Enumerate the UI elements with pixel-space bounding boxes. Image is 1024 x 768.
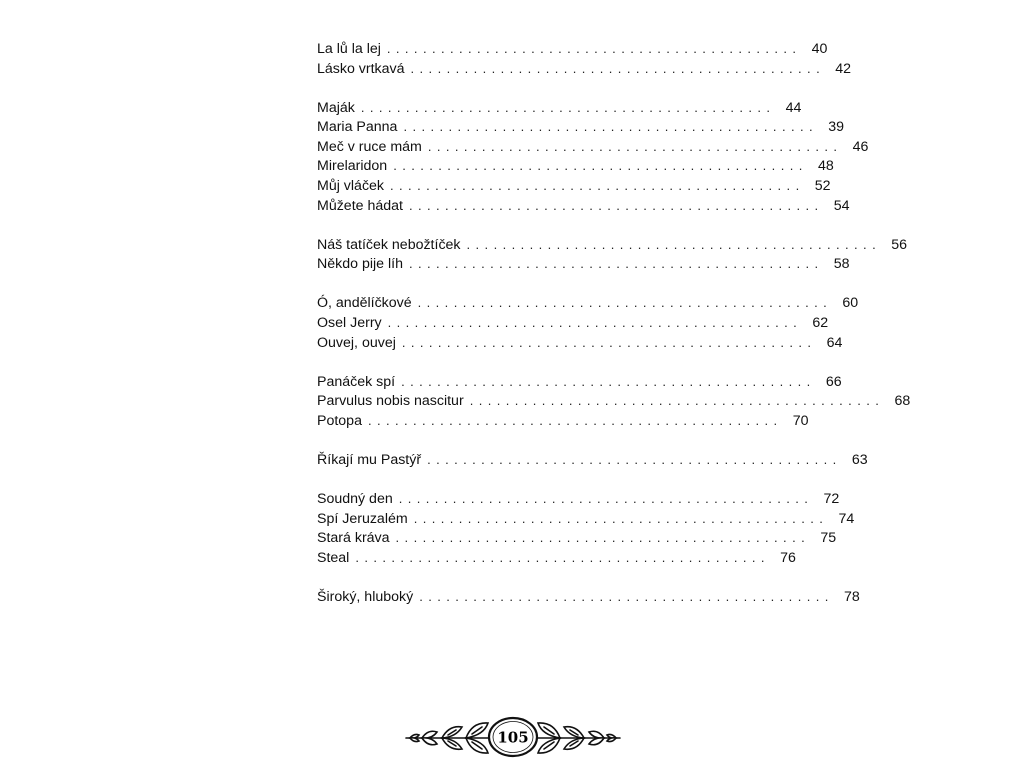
toc-entry xyxy=(317,59,852,79)
toc-entry-page: 44 xyxy=(785,99,802,116)
dot-leader: .............................................. xyxy=(401,334,817,350)
page-number: 105 xyxy=(497,728,529,747)
toc-entry-title: Steal xyxy=(317,549,350,566)
toc-entry-page: 68 xyxy=(894,393,911,410)
toc-entry-page: 62 xyxy=(812,315,829,332)
toc-entry-page: 66 xyxy=(825,373,842,390)
toc-entry-title: Můj vláček xyxy=(317,178,385,195)
toc-entry xyxy=(317,411,809,431)
dot-leader: .............................................. xyxy=(466,236,882,252)
toc-entry xyxy=(317,528,837,548)
toc-entry-title: Náš tatíček nebožtíček xyxy=(317,236,461,253)
toc-entry-page: 48 xyxy=(817,158,834,175)
toc-entry-title: Panáček spí xyxy=(317,373,396,390)
toc-group xyxy=(317,39,852,78)
toc-entry-title: Maria Panna xyxy=(317,119,398,136)
toc-entry-title: Široký, hluboký xyxy=(317,588,414,605)
dot-leader: .............................................. xyxy=(393,158,808,174)
toc-entry-title: Soudný den xyxy=(317,491,393,508)
toc-entry-page: 46 xyxy=(852,138,869,155)
toc-entry xyxy=(317,450,868,470)
toc-entry-page: 75 xyxy=(820,530,837,547)
toc-entry xyxy=(317,235,908,255)
toc-entry-title: Parvulus nobis nascitur xyxy=(317,393,464,410)
toc-entry-title: Mirelaridon xyxy=(317,158,388,175)
toc-entry xyxy=(317,176,831,196)
toc-entry xyxy=(317,391,911,411)
toc-entry xyxy=(317,137,869,157)
toc-entry-page: 52 xyxy=(814,178,831,195)
dot-leader: .............................................. xyxy=(427,452,842,467)
dot-leader: .............................................. xyxy=(410,60,826,76)
dot-leader: .............................................. xyxy=(401,373,816,389)
toc-entry xyxy=(317,489,840,509)
toc-entry-title: Ó, andělíčkové xyxy=(317,295,412,312)
dot-leader: .............................................. xyxy=(469,393,885,409)
toc-group xyxy=(317,235,908,274)
toc-entry xyxy=(317,156,834,176)
toc-entry xyxy=(317,39,828,59)
toc-entry xyxy=(317,333,843,353)
toc-entry-title: Stará kráva xyxy=(317,530,390,547)
toc-entry-title: Říkají mu Pastýř xyxy=(317,452,422,468)
toc-entry xyxy=(317,372,842,392)
toc-entry-page: 78 xyxy=(843,588,860,605)
toc-entry-page: 40 xyxy=(811,41,828,57)
toc-group xyxy=(317,293,859,352)
toc-entry-page: 54 xyxy=(833,197,850,214)
floral-vine-right-icon xyxy=(538,723,620,753)
toc-entry-title: Potopa xyxy=(317,412,362,429)
dot-leader: .............................................. xyxy=(419,588,834,604)
toc-entry-page: 60 xyxy=(842,295,859,312)
toc-entry-page: 70 xyxy=(792,412,809,429)
toc-entry-title: Osel Jerry xyxy=(317,315,382,332)
toc-entry-page: 42 xyxy=(835,60,852,77)
toc-entry xyxy=(317,293,859,313)
toc-entry-title: Můžete hádat xyxy=(317,197,403,214)
toc-entry xyxy=(317,313,829,333)
dot-leader: .............................................. xyxy=(395,530,811,546)
dot-leader: .............................................. xyxy=(387,315,803,331)
toc-group xyxy=(317,372,911,431)
toc-entry-page: 58 xyxy=(833,256,850,273)
toc-entry-page: 56 xyxy=(891,236,908,253)
toc-entry-page: 72 xyxy=(823,491,840,508)
toc-entry-page: 76 xyxy=(780,549,796,566)
toc-entry xyxy=(317,117,844,137)
toc-group xyxy=(317,450,868,470)
dot-leader: .............................................. xyxy=(367,412,783,428)
dot-leader: .............................................. xyxy=(398,491,814,507)
dot-leader: .............................................. xyxy=(413,510,829,526)
toc-group xyxy=(317,587,860,607)
toc-entry xyxy=(317,587,860,607)
dot-leader: .............................................. xyxy=(417,295,833,311)
toc-entry xyxy=(317,196,850,216)
dot-leader: .............................................. xyxy=(408,197,824,213)
toc-entry-title: Ouvej, ouvej xyxy=(317,334,396,351)
toc-group xyxy=(317,489,855,567)
floral-vine-left-icon xyxy=(406,723,488,753)
toc-entry-page: 63 xyxy=(851,452,868,468)
toc-entry xyxy=(317,254,850,274)
toc-entry xyxy=(317,509,855,529)
toc-entry-title: Maják xyxy=(317,99,355,116)
toc-entry-title: Meč v ruce mám xyxy=(317,138,422,155)
dot-leader: .............................................. xyxy=(355,549,770,565)
toc-entry-title: Spí Jeruzalém xyxy=(317,510,408,527)
dot-leader: .............................................. xyxy=(403,119,818,135)
toc-entry-page: 64 xyxy=(826,334,843,351)
toc-entry xyxy=(317,98,802,118)
dot-leader: .............................................. xyxy=(360,99,776,115)
toc-entry-title: Lásko vrtkavá xyxy=(317,60,405,77)
page-number-ornament xyxy=(402,714,624,760)
dot-leader: .............................................. xyxy=(386,41,802,56)
dot-leader: .............................................. xyxy=(408,256,824,272)
toc-entry-title: Někdo pije líh xyxy=(317,256,403,273)
dot-leader: .............................................. xyxy=(427,138,843,154)
toc-entry-page: 74 xyxy=(838,510,855,527)
dot-leader: .............................................. xyxy=(390,178,805,194)
toc-entry xyxy=(317,548,796,568)
toc-entry-title: La lů la lej xyxy=(317,41,381,57)
toc-entry-page: 39 xyxy=(828,119,844,136)
table-of-contents xyxy=(317,39,911,626)
toc-group xyxy=(317,98,869,216)
